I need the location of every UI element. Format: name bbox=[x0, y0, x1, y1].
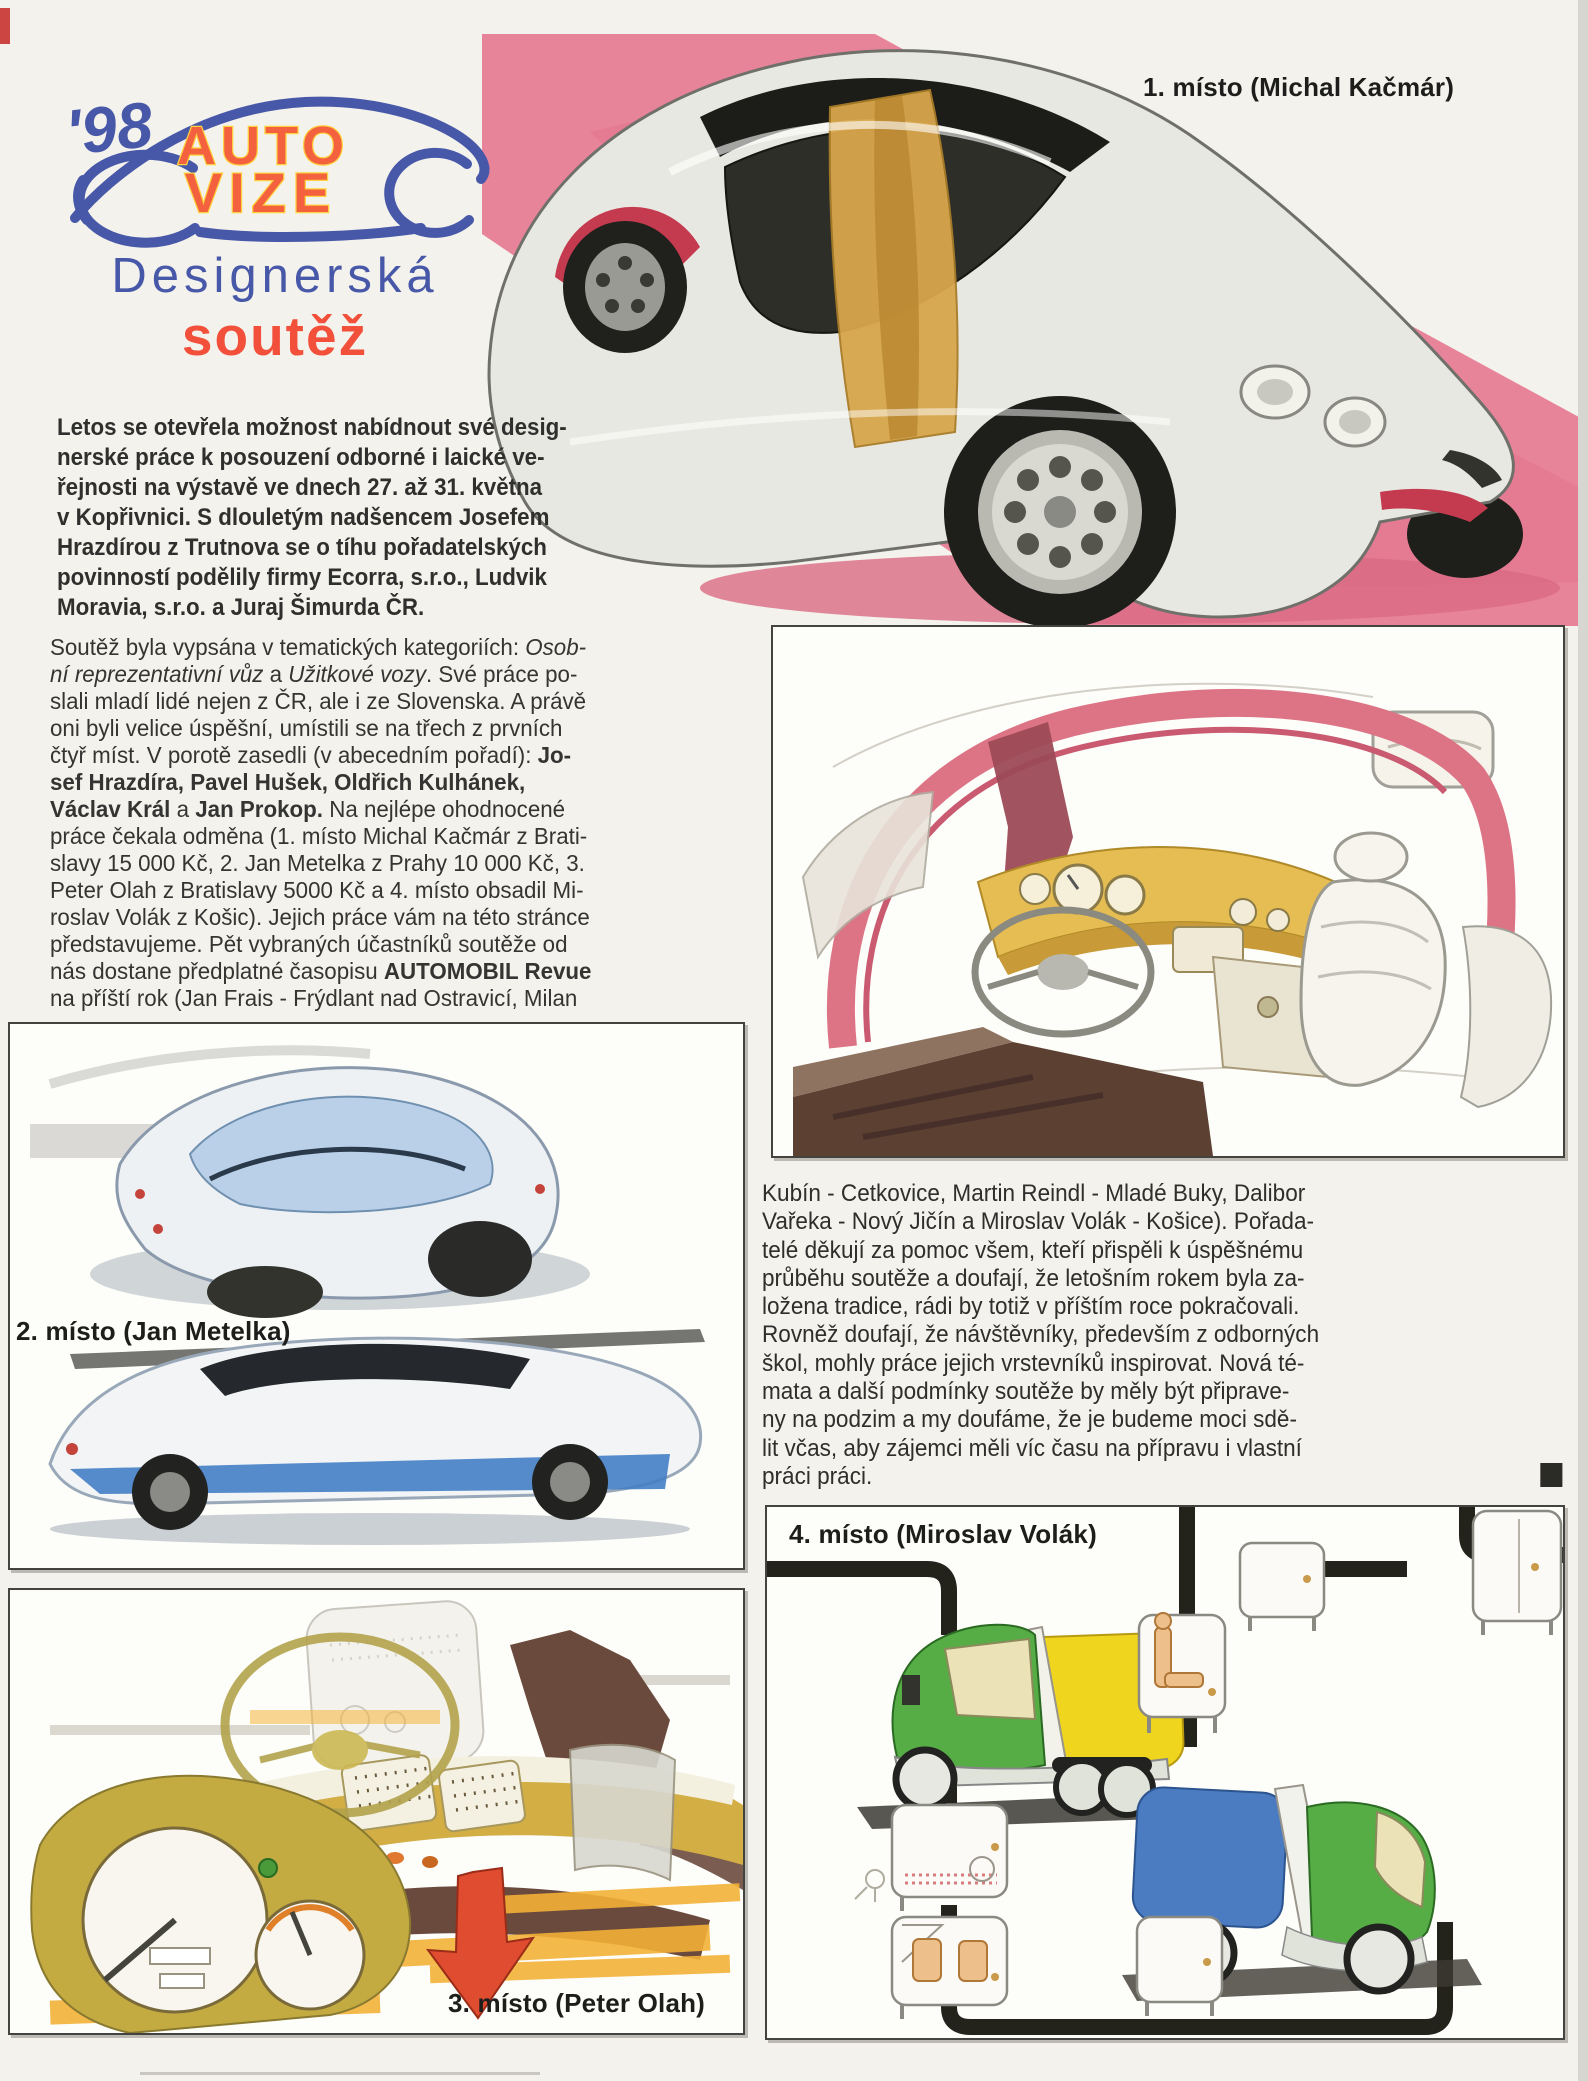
logo-brand-auto: AUTO bbox=[176, 116, 350, 176]
second-place-panel bbox=[8, 1022, 745, 1570]
caption-fourth-place: 4. místo (Miroslav Volák) bbox=[789, 1519, 1097, 1549]
logo-year: '98 bbox=[62, 88, 156, 169]
text-line: roslav Volák z Košic). Jejich práce vám na této stránce bbox=[50, 904, 590, 930]
text-line: nerské práce k posouzení odborné i laické ve- bbox=[57, 444, 545, 471]
logo-subtitle-2: soutěž bbox=[181, 305, 369, 367]
fourth-place-panel bbox=[765, 1505, 1565, 2040]
main-paragraph bbox=[50, 634, 593, 1012]
text-line: čtyř míst. V porotě zasedli (v abecedním pořadí): Jo- bbox=[50, 742, 572, 768]
rear-seat bbox=[1461, 926, 1551, 1107]
text-line: průběhu soutěže a doufají, že letošním rokem byla za- bbox=[762, 1264, 1305, 1292]
third-place-interior-sketch bbox=[10, 1590, 743, 2033]
logo-brand-vize: VIZE bbox=[184, 161, 338, 224]
text-line: slali mladí lidé nejen z ČR, ale i ze Slovenska. A právě bbox=[50, 688, 587, 714]
caption-third-place: 3. místo (Peter Olah) bbox=[448, 1988, 706, 2018]
text-line: řejnosti na výstavě ve dnech 27. až 31. května bbox=[57, 474, 543, 501]
text-line: sef Hrazdíra, Pavel Hušek, Oldřich Kulhánek, bbox=[50, 769, 526, 795]
front-seat bbox=[1301, 880, 1445, 1086]
page-edge-shadow bbox=[1578, 0, 1588, 2081]
text-line: lit včas, aby zájemci měli víc času na přípravu i vlastní bbox=[762, 1434, 1302, 1462]
text-line: oni byli velice úspěšní, umístili se na třech z prvních bbox=[50, 715, 563, 741]
text-line: Václav Král a Jan Prokop. Na nejlépe ohodnocené bbox=[50, 796, 566, 822]
text-line: Vařeka - Nový Jičín a Miroslav Volák - Košice). Pořada- bbox=[762, 1208, 1315, 1236]
text-line: Moravia, s.r.o. a Juraj Šimurda ČR. bbox=[57, 594, 425, 621]
concept-car bbox=[489, 51, 1523, 628]
autovize-logo bbox=[55, 80, 495, 380]
text-line: ní reprezentativní vůz a Užitkové vozy. Své práce po- bbox=[50, 661, 578, 687]
third-place-panel bbox=[8, 1588, 745, 2035]
end-of-article-mark bbox=[1540, 1463, 1562, 1487]
car-top-view bbox=[90, 1068, 590, 1318]
text-line: telé děkují za pomoc všem, kteří přispěli k úspěšnému bbox=[762, 1236, 1304, 1264]
text-line: mata a další podmínky soutěže by měly být připrave- bbox=[762, 1378, 1290, 1406]
text-line: Letos se otevřela možnost nabídnout své desig- bbox=[57, 414, 567, 441]
page-bottom-line bbox=[140, 2072, 540, 2075]
interior-sketch bbox=[773, 627, 1563, 1156]
text-line: škol, mohly práce jejich vrstevníků inspirovat. Nová té- bbox=[762, 1349, 1305, 1377]
second-place-car-sketches bbox=[10, 1024, 743, 1568]
text-line: Rovněž doufají, že návštěvníky, především z odborných bbox=[762, 1321, 1320, 1349]
text-line: Soutěž byla vypsána v tematických kategoriích: Osob- bbox=[50, 634, 587, 660]
text-line: Hrazdírou z Trutnova se o tíhu pořadatelských bbox=[57, 534, 547, 561]
interior-sketch-panel bbox=[771, 625, 1565, 1158]
text-line: Peter Olah z Bratislavy 5000 Kč a 4. místo obsadil Mi- bbox=[50, 877, 584, 903]
text-line: nás dostane předplatné časopisu AUTOMOBIL Revue bbox=[50, 958, 592, 984]
intro-paragraph bbox=[57, 413, 594, 623]
text-line: práce čekala odměna (1. místo Michal Kačmár z Brati- bbox=[50, 823, 588, 849]
caption-second-place: 2. místo (Jan Metelka) bbox=[16, 1316, 291, 1346]
logo-subtitle: Designerská bbox=[111, 249, 439, 303]
fourth-place-van-sketches bbox=[767, 1507, 1563, 2038]
logo-car-outline bbox=[55, 80, 495, 260]
text-line: slavy 15 000 Kč, 2. Jan Metelka z Prahy 10 000 Kč, 3. bbox=[50, 850, 585, 876]
text-line: povinností podělily firmy Ecorra, s.r.o., Ludvik bbox=[57, 564, 547, 591]
text-line: ložena tradice, rádi by totiž v příštím roce pokračovali. bbox=[762, 1293, 1300, 1321]
text-line: v Kopřivnici. S dlouletým nadšencem Josefem bbox=[57, 504, 550, 531]
text-line: Kubín - Cetkovice, Martin Reindl - Mladé Buky, Dalibor bbox=[762, 1180, 1306, 1207]
car-side-view bbox=[50, 1329, 705, 1545]
door-panel bbox=[803, 792, 933, 957]
text-line: na příští rok (Jan Frais - Frýdlant nad Ostravicí, Milan bbox=[50, 985, 578, 1011]
second-column-paragraph bbox=[762, 1180, 1564, 1491]
caption-first-place: 1. místo (Michal Kačmár) bbox=[1143, 72, 1455, 102]
text-line: ny na podzim a my doufáme, že je budeme moci sdě- bbox=[762, 1406, 1297, 1434]
second-column-lines bbox=[762, 1180, 1564, 1491]
page-edge-red-mark bbox=[0, 8, 10, 44]
text-line: představujeme. Pět vybraných účastníků soutěže od bbox=[50, 931, 568, 957]
text-line: práci práci. bbox=[762, 1462, 873, 1490]
